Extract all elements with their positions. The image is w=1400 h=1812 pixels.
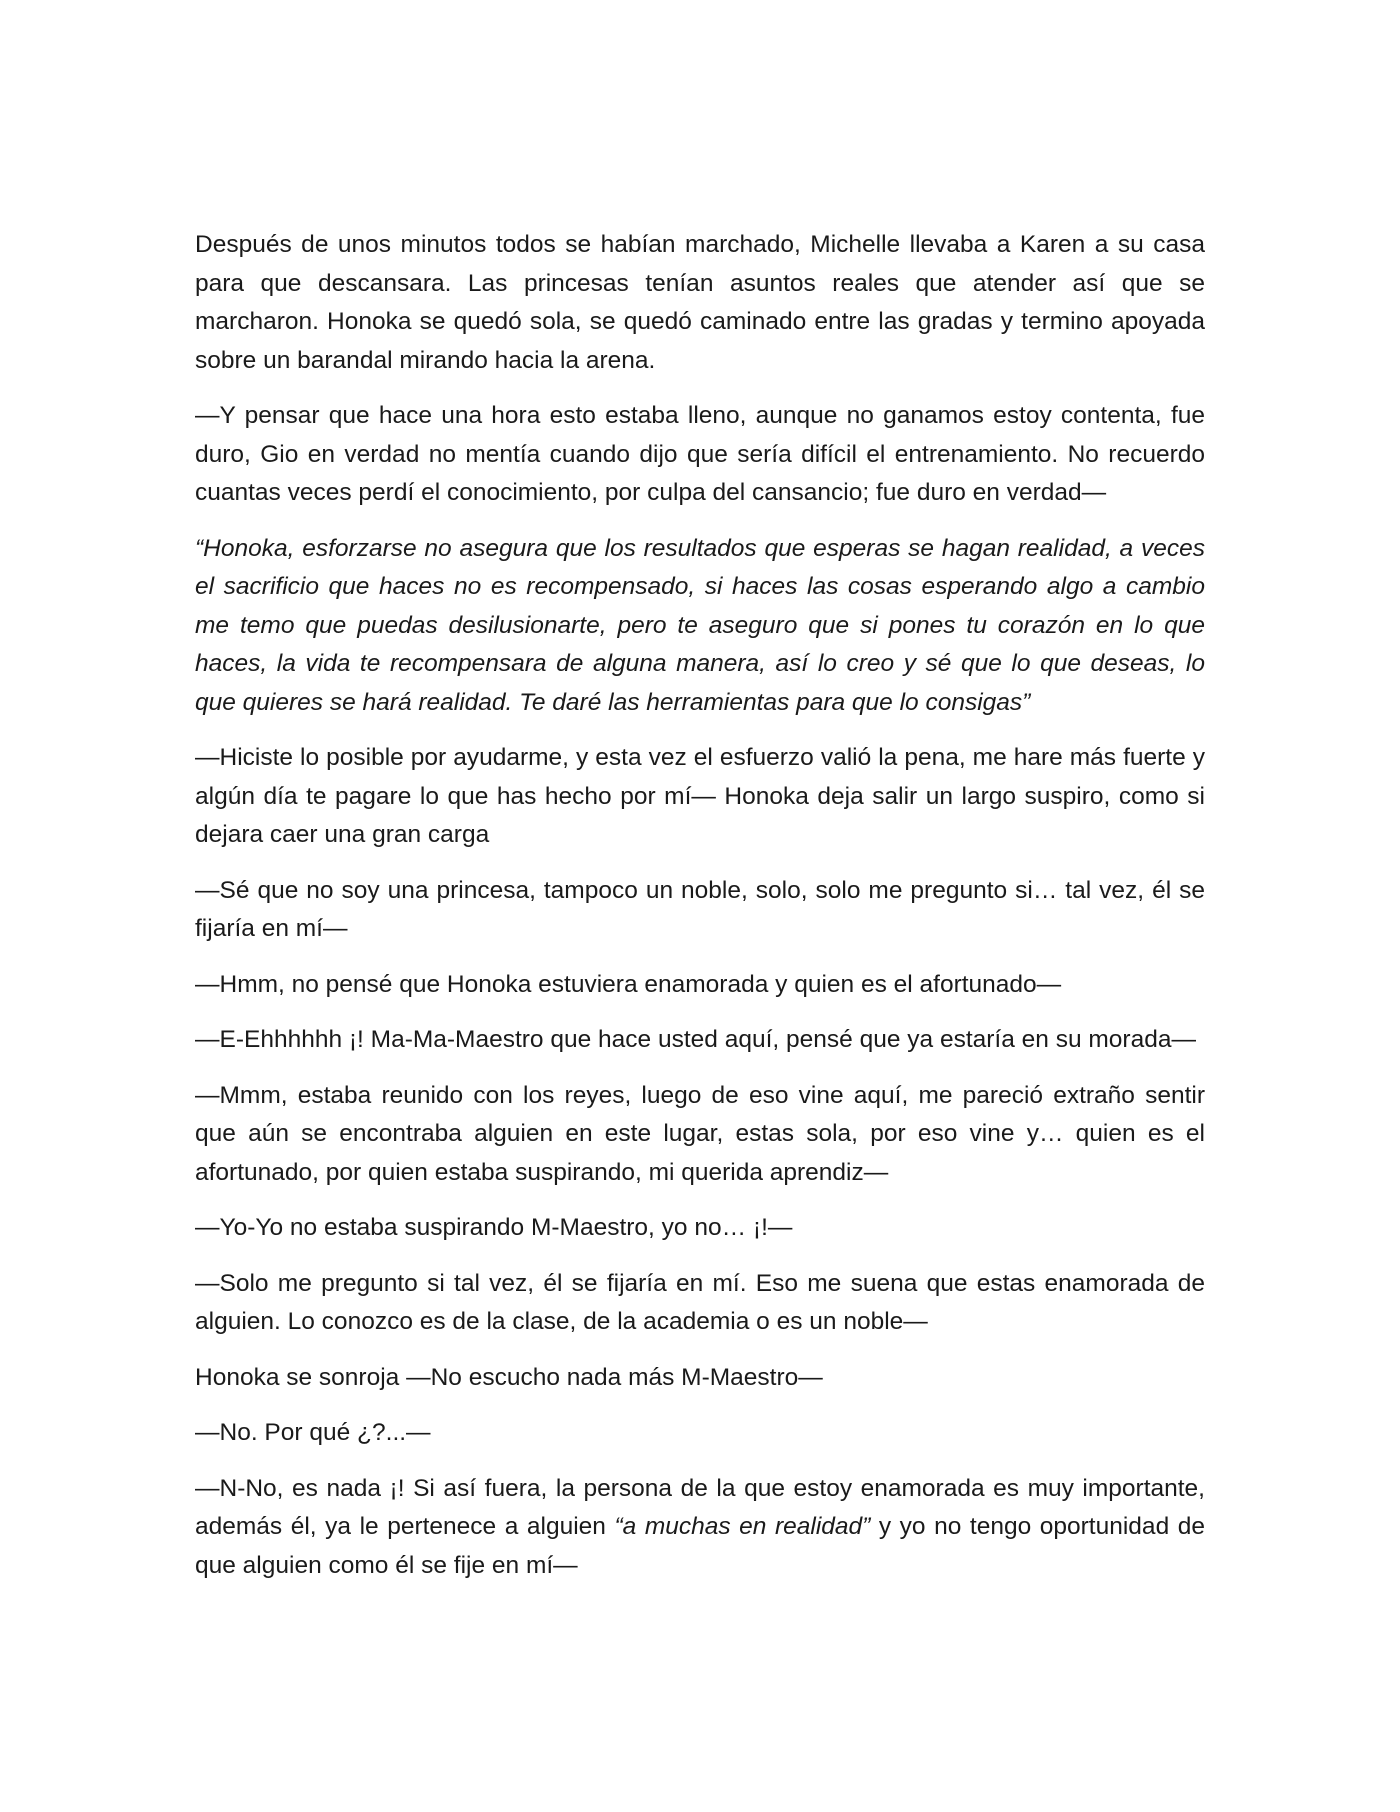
paragraph-dialogue-honoka-5: —Yo-Yo no estaba suspirando M-Maestro, yo no… ¡!— xyxy=(195,1214,793,1241)
paragraph-dialogue-honoka-6 xyxy=(195,1470,1205,1586)
paragraph-dialogue-maestro-4: —No. Por qué ¿?...— xyxy=(195,1419,431,1446)
paragraph-narration-1: Después de unos minutos todos se habían marchado, Michelle llevaba a Karen a su casa para que descansara. Las princesas tenían asuntos reales que atender así que se marcharon. Honoka se quedó sola, se quedó caminado entre las gradas y termino apoyada sobre un barandal mirando hacia la arena. xyxy=(195,231,1205,374)
paragraph-italic-aside: “a muchas en realidad” xyxy=(614,1513,871,1540)
document-page xyxy=(195,226,1205,1602)
paragraph-dialogue-maestro-3: —Solo me pregunto si tal vez, él se fijaría en mí. Eso me suena que estas enamorada de alguien. Lo conozco es de la clase, de la academia o es un noble— xyxy=(195,1269,1205,1335)
paragraph-dialogue-maestro-1: —Hmm, no pensé que Honoka estuviera enamorada y quien es el afortunado— xyxy=(195,970,1062,998)
paragraph-text-after: y yo no tengo oportunidad de que alguien como él se fije en mí— xyxy=(195,1513,1205,1579)
paragraph-narration-2: Honoka se sonroja —No escucho nada más M-Maestro— xyxy=(195,1363,823,1391)
paragraph-text-before: —N-No, es nada ¡! Si así fuera, la persona de la que estoy enamorada es muy importante, además él, ya le pertenece a alguien xyxy=(195,1474,1205,1540)
paragraph-dialogue-honoka-3: —Sé que no soy una princesa, tampoco un noble, solo, solo me pregunto si… tal vez, él se fijaría en mí— xyxy=(195,876,1205,942)
paragraph-dialogue-honoka-4: —E-Ehhhhhh ¡! Ma-Ma-Maestro que hace usted aquí, pensé que ya estaría en su morada— xyxy=(195,1026,1196,1053)
paragraph-quote-memory: “Honoka, esforzarse no asegura que los resultados que esperas se hagan realidad, a veces el sacrificio que haces no es recompensado, si haces las cosas esperando algo a cambio me temo que puedas desilusionarte, pero te aseguro que si pones tu corazón en lo que haces, la vida te recompensara de alguna manera, así lo creo y sé que lo que deseas, lo que quieres se hará realidad. Te daré las herramientas para que lo consigas” xyxy=(195,534,1205,716)
paragraph-dialogue-maestro-2: —Mmm, estaba reunido con los reyes, luego de eso vine aquí, me pareció extraño sentir que aún se encontraba alguien en este lugar, estas sola, por eso vine y… quien es el afortunado, por quien estaba suspirando, mi querida aprendiz— xyxy=(195,1081,1205,1186)
paragraph-dialogue-honoka-1: —Y pensar que hace una hora esto estaba lleno, aunque no ganamos estoy contenta, fue duro, Gio en verdad no mentía cuando dijo que sería difícil el entrenamiento. No recuerdo cuantas veces perdí el conocimiento, por culpa del cansancio; fue duro en verdad— xyxy=(195,402,1205,506)
paragraph-dialogue-honoka-2: —Hiciste lo posible por ayudarme, y esta vez el esfuerzo valió la pena, me hare más fuerte y algún día te pagare lo que has hecho por mí— Honoka deja salir un largo suspiro, como si dejara caer una gran carga xyxy=(195,744,1205,848)
